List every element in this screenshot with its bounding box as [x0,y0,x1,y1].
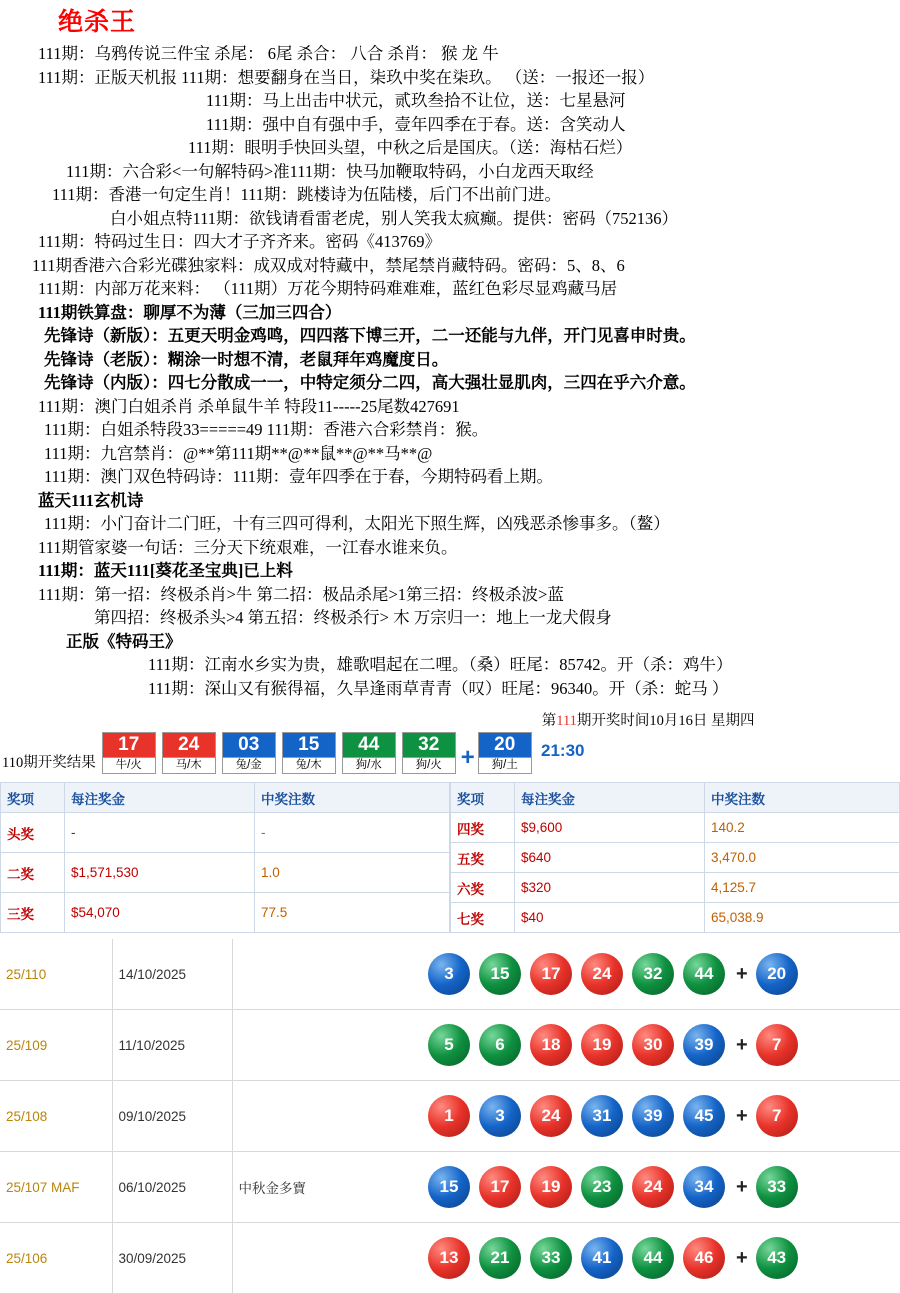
prize-category: 四奖 [451,813,515,843]
lottery-ball: 19 [581,1024,623,1066]
forecast-line: 111期铁算盘：聊厚不为薄（三加三四合） [38,302,342,322]
lottery-ball: 3 [479,1095,521,1137]
prize-winner-count: 77.5 [255,893,450,933]
next-draw-week: 星期四 [707,713,755,729]
forecast-line: 111期香港六合彩光碟独家料：成双成对特藏中，禁尾禁肖藏特码。密码：5、8、6 [32,255,625,275]
draw-ball-number: 15 [283,733,335,757]
prize-header-count: 中奖注数 [255,783,450,813]
forecast-line: 111期：江南水乡实为贵，雄歌唱起在二哩。（桑）旺尾：85742。开（杀：鸡牛） [148,655,733,674]
draw-numbers [422,1010,900,1081]
draw-ball [402,732,456,774]
prize-header-amount: 每注奖金 [515,783,705,813]
lottery-special-ball: 43 [756,1237,798,1279]
forecast-line: 111期：深山又有猴得福，久旱逢雨草青青（叹）旺尾：96340。开（杀：蛇马 ） [148,678,729,698]
table-row[interactable] [0,939,900,1010]
draw-note [232,1010,422,1081]
draw-note [232,939,422,1010]
draw-ball-number: 32 [403,733,455,757]
forecast-line: 第四招：终极杀头>4 第五招：终极杀行> 木 万宗归一：地上一龙犬假身 [94,608,612,627]
draw-ball-zodiac: 牛/火 [103,757,155,773]
forecast-line: 111期：眼明手快回头望，中秋之后是国庆。（送：海枯石烂） [188,138,633,157]
prize-amount: $320 [515,873,705,903]
prize-winner-count: 140.2 [705,813,900,843]
draw-ball [102,732,156,774]
draw-ball [222,732,276,774]
forecast-text-block [0,42,900,700]
prize-row [451,843,900,873]
forecast-line: 111期：澳门白姐杀肖 杀单鼠牛羊 特段11-----25尾数427691 [38,396,460,416]
prize-category: 头奖 [1,813,65,853]
table-row[interactable] [0,1010,900,1081]
next-draw-mid: 期开奖时间 [576,713,650,729]
draw-ball-zodiac: 兔/金 [223,757,275,773]
forecast-line: 111期：特码过生日：四大才子齐齐来。密码《413769》 [38,232,442,251]
lottery-special-ball: 7 [756,1024,798,1066]
prize-row [451,813,900,843]
draw-id[interactable]: 25/110 [0,939,112,1010]
draw-date: 06/10/2025 [112,1152,232,1223]
lottery-ball: 30 [632,1024,674,1066]
prize-table-left [0,782,450,933]
lottery-ball: 24 [632,1166,674,1208]
draw-ball-zodiac: 兔/木 [283,757,335,773]
lottery-special-ball: 20 [756,953,798,995]
draw-date: 30/09/2025 [112,1223,232,1294]
lottery-special-ball: 7 [756,1095,798,1137]
plus-sign: + [736,1104,748,1127]
draw-note: 中秋金多寶 [238,1181,306,1196]
prize-header-category: 奖项 [451,783,515,813]
prize-header-row-left [1,783,450,813]
next-draw-info [542,709,755,774]
lottery-ball: 44 [683,953,725,995]
prize-amount: $1,571,530 [65,853,255,893]
draw-numbers [422,939,900,1010]
table-row[interactable] [0,1152,900,1223]
lottery-ball: 5 [428,1024,470,1066]
draw-ball-number: 03 [223,733,275,757]
draw-ball-zodiac: 马/木 [163,757,215,773]
forecast-line: 先锋诗（老版）：糊涂一时想不清，老鼠拜年鸡魔度日。 [44,349,449,369]
forecast-line: 111期管家婆一句话：三分天下统艰难，一江春水谁来负。 [38,537,458,557]
next-draw-time: 21:30 [541,741,585,760]
lottery-ball: 39 [683,1024,725,1066]
forecast-line: 111期：白姐杀特段33=====49 111期：香港六合彩禁肖：猴。 [44,420,489,439]
draw-ball-number: 17 [103,733,155,757]
prize-winner-count: 1.0 [255,853,450,893]
prize-winner-count: - [255,813,450,853]
forecast-line: 先锋诗（新版）：五更天明金鸡鸣，四四落下博三开，二一还能与九伴，开门见喜申时贵。 [44,326,696,345]
prize-header-category: 奖项 [1,783,65,813]
forecast-line: 111期：马上出击中状元，贰玖叁拾不让位，送：七星悬河 [206,91,626,110]
prize-header-count: 中奖注数 [705,783,900,813]
plus-sign: + [736,1246,748,1269]
plus-sign: + [736,1175,748,1198]
lottery-ball: 33 [530,1237,572,1279]
next-draw-prefix: 第 [541,713,557,729]
draw-ball-number: 44 [343,733,395,757]
draw-date: 14/10/2025 [112,939,232,1010]
prize-category: 五奖 [451,843,515,873]
forecast-line: 111期：内部万花来料： （111期）万花今期特码难难难，蓝红色彩尽显鸡藏马居 [38,279,618,298]
table-row[interactable] [0,1081,900,1152]
prize-body-left [1,813,450,933]
draw-numbers [422,1081,900,1152]
prize-table-right [450,782,900,933]
lottery-ball: 3 [428,953,470,995]
prize-row [451,903,900,933]
prize-category: 七奖 [451,903,515,933]
draw-ball [162,732,216,774]
forecast-line: 111期：乌鸦传说三件宝 杀尾： 6尾 杀合： 八合 杀肖： 猴 龙 牛 [38,44,499,63]
draw-strip-label: 110期开奖结果 [2,755,96,771]
forecast-line: 111期：香港一句定生肖！111期：跳楼诗为伍陆楼，后门不出前门进。 [52,185,562,204]
lottery-ball: 45 [683,1095,725,1137]
draw-ball-zodiac: 狗/火 [403,757,455,773]
lottery-ball: 19 [530,1166,572,1208]
draw-special-ball [478,732,532,774]
forecast-line: 蓝天111玄机诗 [38,490,144,510]
prize-row [1,853,450,893]
draw-special-ball-zodiac: 狗/土 [479,757,531,773]
draw-ball [342,732,396,774]
plus-sign: + [736,962,748,985]
lottery-ball: 32 [632,953,674,995]
lottery-ball: 15 [428,1166,470,1208]
lottery-ball: 41 [581,1237,623,1279]
forecast-line: 111期：蓝天111[葵花圣宝典]已上料 [38,561,293,580]
lottery-ball: 44 [632,1237,674,1279]
lottery-ball: 46 [683,1237,725,1279]
draw-id[interactable]: 25/107 MAF [0,1152,112,1223]
latest-draw-strip [0,709,900,774]
draw-numbers [422,1152,900,1223]
prize-category: 六奖 [451,873,515,903]
draw-date: 09/10/2025 [112,1081,232,1152]
lottery-ball: 39 [632,1095,674,1137]
lottery-ball: 17 [530,953,572,995]
lottery-ball: 15 [479,953,521,995]
lottery-ball: 1 [428,1095,470,1137]
prize-amount: $9,600 [515,813,705,843]
forecast-line: 111期：小门奋计二门旺，十有三四可得利，太阳光下照生辉，凶残恶杀惨事多。（鳌） [44,514,670,533]
lottery-ball: 13 [428,1237,470,1279]
next-draw-date: 10月16日 [649,713,708,729]
prize-winner-count: 4,125.7 [705,873,900,903]
prize-category: 三奖 [1,893,65,933]
lottery-special-ball: 33 [756,1166,798,1208]
prize-header-row-right [451,783,900,813]
draw-ball-zodiac: 狗/水 [343,757,395,773]
prize-winner-count: 3,470.0 [705,843,900,873]
forecast-line: 111期：强中自有强中手，壹年四季在于春。送：含笑动人 [206,114,626,134]
next-draw-issue: 111 [556,713,577,729]
page-title: 绝杀王 [58,8,137,36]
prize-category: 二奖 [1,853,65,893]
draw-id[interactable]: 25/108 [0,1081,112,1152]
lottery-ball: 21 [479,1237,521,1279]
draw-ball [282,732,336,774]
lottery-ball: 24 [530,1095,572,1137]
plus-sign: + [460,744,475,771]
prize-row [1,813,450,853]
plus-sign: + [736,1033,748,1056]
lottery-ball: 6 [479,1024,521,1066]
prize-amount: $640 [515,843,705,873]
lottery-ball: 34 [683,1166,725,1208]
prize-header-amount: 每注奖金 [65,783,255,813]
forecast-line: 111期：正版天机报 111期：想要翻身在当日，柒玖中奖在柒玖。 （送：一报还一报） [38,67,655,87]
prize-winner-count: 65,038.9 [705,903,900,933]
draw-strip-balls [96,732,532,774]
prize-body-right [451,813,900,933]
draw-date: 11/10/2025 [112,1010,232,1081]
lottery-ball: 24 [581,953,623,995]
lottery-ball: 23 [581,1166,623,1208]
prize-amount: - [65,813,255,853]
forecast-line: 111期：六合彩<一句解特码>准111期：快马加鞭取特码，小白龙西天取经 [66,161,594,181]
draw-history-body [0,939,900,1294]
draw-special-ball-number: 20 [479,733,531,757]
prize-amount: $54,070 [65,893,255,933]
lottery-ball: 31 [581,1095,623,1137]
draw-id[interactable]: 25/109 [0,1010,112,1081]
forecast-line: 111期：九宫禁肖：@**第111期**@**鼠**@**马**@ [44,443,433,463]
forecast-line: 先锋诗（内版）：四七分散成一一，中特定须分二四，高大强壮显肌肉，三四在乎六介意。 [44,373,696,392]
prize-tables [0,782,900,933]
forecast-line: 111期：澳门双色特码诗：111期：壹年四季在于春，今期特码看上期。 [44,467,554,486]
prize-amount: $40 [515,903,705,933]
forecast-line: 111期：第一招：终极杀肖>牛 第二招：极品杀尾>1第三招：终极杀波>蓝 [38,584,564,604]
prize-row [451,873,900,903]
draw-ball-number: 24 [163,733,215,757]
draw-id[interactable]: 25/106 [0,1223,112,1294]
lottery-ball: 17 [479,1166,521,1208]
forecast-line: 白小姐点特111期：欲钱请看雷老虎，别人笑我太疯癫。提供：密码（752136） [110,208,679,228]
draw-history-table [0,939,900,1294]
lottery-ball: 18 [530,1024,572,1066]
forecast-line: 正版《特码王》 [66,631,182,651]
prize-row [1,893,450,933]
draw-note [232,1081,422,1152]
